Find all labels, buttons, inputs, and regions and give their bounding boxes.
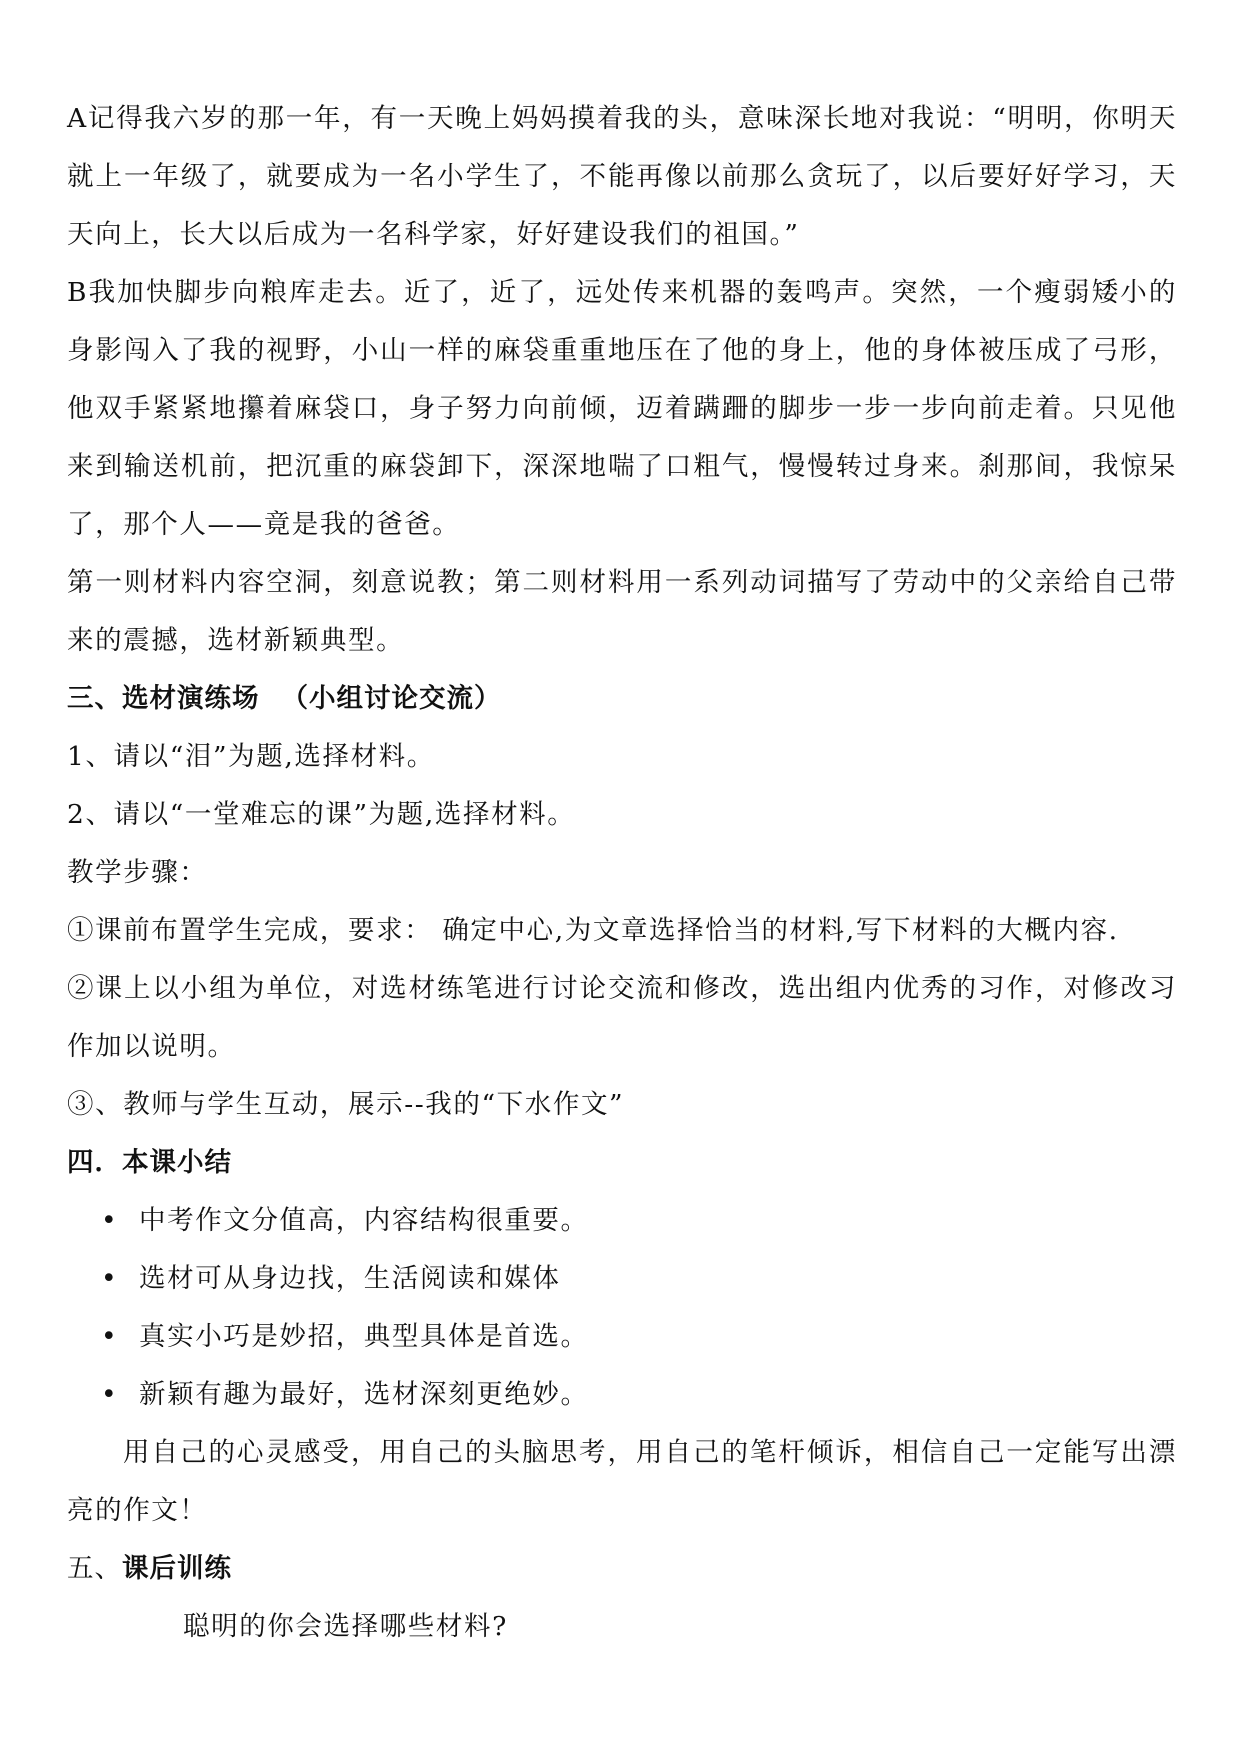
section-5-heading: [67, 1540, 1177, 1598]
step-2: ②课上以小组为单位，对选材练笔进行讨论交流和修改，选出组内优秀的习作，对修改习作加以说明。: [67, 973, 1177, 1062]
summary-item: [101, 1308, 1177, 1366]
section-5-number: 五、: [67, 1553, 122, 1584]
document-page: [67, 90, 1177, 1656]
bullet-icon: •: [101, 1205, 119, 1236]
summary-item: [101, 1366, 1177, 1424]
bullet-icon: •: [101, 1379, 119, 1410]
summary-item: [101, 1250, 1177, 1308]
section-5-title: 课后训练: [122, 1553, 232, 1584]
summary-item: [101, 1192, 1177, 1250]
section-4-heading: 四．本课小结: [67, 1147, 232, 1178]
task-2: 2、请以“一堂难忘的课”为题,选择材料。: [67, 799, 576, 830]
homework-question: 聪明的你会选择哪些材料?: [183, 1611, 508, 1642]
closing-paragraph: 用自己的心灵感受，用自己的头脑思考，用自己的笔杆倾诉，相信自己一定能写出漂亮的作文！: [67, 1437, 1177, 1526]
section-3-title: 三、选材演练场: [67, 683, 260, 714]
section-3-note: （小组讨论交流）: [281, 683, 502, 714]
task-1: 1、请以“泪”为题,选择材料。: [67, 741, 435, 772]
summary-item-text: 选材可从身边找，生活阅读和媒体: [139, 1263, 561, 1294]
summary-item-text: 真实小巧是妙招，典型具体是首选。: [139, 1321, 589, 1352]
bullet-icon: •: [101, 1263, 119, 1294]
bullet-icon: •: [101, 1321, 119, 1352]
teaching-steps-label: 教学步骤：: [67, 857, 208, 888]
summary-item-text: 中考作文分值高，内容结构很重要。: [139, 1205, 589, 1236]
summary-list: [67, 1192, 1177, 1424]
comparison-paragraph: 第一则材料内容空洞，刻意说教；第二则材料用一系列动词描写了劳动中的父亲给自己带来的震撼，选材新颖典型。: [67, 567, 1177, 656]
step-1: ①课前布置学生完成，要求： 确定中心,为文章选择恰当的材料,写下材料的大概内容.: [67, 915, 1119, 946]
section-3-heading: [67, 670, 1177, 728]
summary-item-text: 新颖有趣为最好，选材深刻更绝妙。: [139, 1379, 589, 1410]
material-b-paragraph: B我加快脚步向粮库走去。近了，近了，远处传来机器的轰鸣声。突然，一个瘦弱矮小的身影闯入了我的视野，小山一样的麻袋重重地压在了他的身上，他的身体被压成了弓形，他双手紧紧地攥着麻袋口，身子努力向前倾，迈着蹒跚的脚步一步一步向前走着。只见他来到输送机前，把沉重的麻袋卸下，深深地喘了口粗气，慢慢转过身来。刹那间，我惊呆了，那个人——竟是我的爸爸。: [67, 277, 1177, 540]
material-a-paragraph: A记得我六岁的那一年，有一天晚上妈妈摸着我的头，意味深长地对我说：“明明，你明天就上一年级了，就要成为一名小学生了，不能再像以前那么贪玩了，以后要好好学习，天天向上，长大以后成为一名科学家，好好建设我们的祖国。”: [67, 103, 1177, 250]
step-3: ③、教师与学生互动，展示--我的“下水作文”: [67, 1089, 625, 1120]
